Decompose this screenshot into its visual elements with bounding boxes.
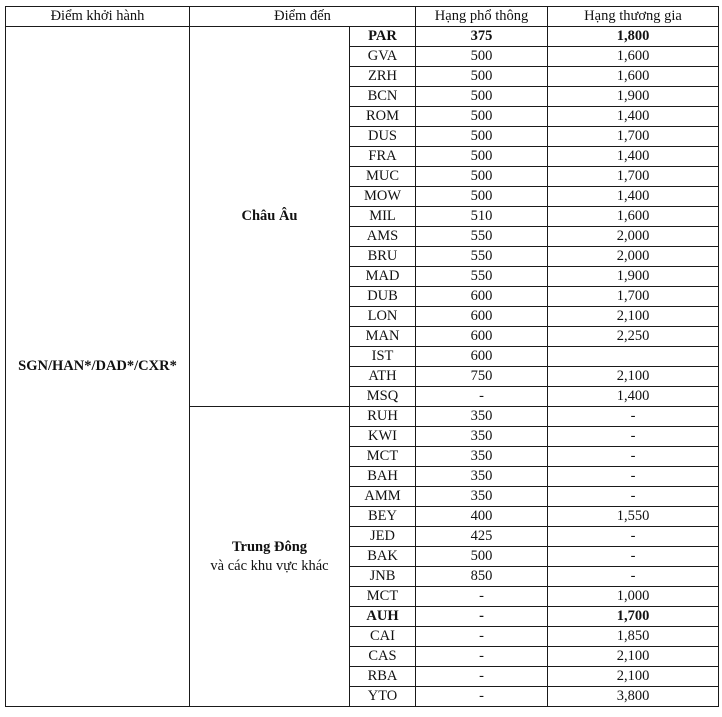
business-fare: -	[548, 547, 719, 567]
economy-fare: 550	[416, 247, 548, 267]
business-fare	[548, 347, 719, 367]
business-fare: -	[548, 527, 719, 547]
destination-code: IST	[350, 347, 416, 367]
header-business: Hạng thương gia	[548, 7, 719, 27]
destination-code: MSQ	[350, 387, 416, 407]
economy-fare: -	[416, 607, 548, 627]
economy-fare: 750	[416, 367, 548, 387]
economy-fare: 500	[416, 187, 548, 207]
business-fare: 2,100	[548, 647, 719, 667]
origin-cell: SGN/HAN*/DAD*/CXR*	[6, 27, 190, 707]
economy-fare: 600	[416, 347, 548, 367]
destination-code: MIL	[350, 207, 416, 227]
destination-code: BAH	[350, 467, 416, 487]
destination-code: AUH	[350, 607, 416, 627]
economy-fare: 350	[416, 447, 548, 467]
business-fare: 2,000	[548, 247, 719, 267]
destination-code: MOW	[350, 187, 416, 207]
business-fare: 1,600	[548, 67, 719, 87]
destination-code: DUS	[350, 127, 416, 147]
economy-fare: 500	[416, 107, 548, 127]
destination-code: CAS	[350, 647, 416, 667]
region-name: Châu Âu	[241, 208, 298, 224]
business-fare: 2,000	[548, 227, 719, 247]
economy-fare: -	[416, 667, 548, 687]
region-cell	[190, 407, 350, 707]
destination-code: BCN	[350, 87, 416, 107]
destination-code: BRU	[350, 247, 416, 267]
economy-fare: 500	[416, 547, 548, 567]
table-row	[6, 27, 719, 47]
business-fare: 2,100	[548, 367, 719, 387]
destination-code: RBA	[350, 667, 416, 687]
economy-fare: 510	[416, 207, 548, 227]
destination-code: KWI	[350, 427, 416, 447]
economy-fare: -	[416, 627, 548, 647]
economy-fare: 850	[416, 567, 548, 587]
economy-fare: 425	[416, 527, 548, 547]
economy-fare: -	[416, 647, 548, 667]
business-fare: 1,400	[548, 147, 719, 167]
economy-fare: 500	[416, 167, 548, 187]
business-fare: 1,850	[548, 627, 719, 647]
economy-fare: 350	[416, 427, 548, 447]
header-economy: Hạng phổ thông	[416, 7, 548, 27]
business-fare: -	[548, 427, 719, 447]
economy-fare: 350	[416, 467, 548, 487]
business-fare: 1,700	[548, 287, 719, 307]
business-fare: -	[548, 567, 719, 587]
business-fare: 1,600	[548, 207, 719, 227]
destination-code: MCT	[350, 587, 416, 607]
business-fare: 1,900	[548, 267, 719, 287]
destination-code: BAK	[350, 547, 416, 567]
destination-code: BEY	[350, 507, 416, 527]
economy-fare: 500	[416, 67, 548, 87]
destination-code: GVA	[350, 47, 416, 67]
economy-fare: 500	[416, 87, 548, 107]
region-name: Trung Đông	[231, 538, 308, 555]
economy-fare: 500	[416, 147, 548, 167]
economy-fare: 350	[416, 407, 548, 427]
destination-code: LON	[350, 307, 416, 327]
economy-fare: 600	[416, 307, 548, 327]
business-fare: 1,700	[548, 167, 719, 187]
destination-code: AMM	[350, 487, 416, 507]
business-fare: 1,400	[548, 107, 719, 127]
business-fare: 2,250	[548, 327, 719, 347]
economy-fare: 500	[416, 127, 548, 147]
economy-fare: -	[416, 587, 548, 607]
economy-fare: -	[416, 387, 548, 407]
fare-table-body	[6, 27, 719, 707]
business-fare: 1,000	[548, 587, 719, 607]
business-fare: -	[548, 407, 719, 427]
business-fare: -	[548, 487, 719, 507]
destination-code: ZRH	[350, 67, 416, 87]
business-fare: 2,100	[548, 667, 719, 687]
business-fare: 1,700	[548, 127, 719, 147]
business-fare: 3,800	[548, 687, 719, 707]
header-destination: Điểm đến	[190, 7, 416, 27]
destination-code: RUH	[350, 407, 416, 427]
destination-code: MCT	[350, 447, 416, 467]
business-fare: 1,600	[548, 47, 719, 67]
business-fare: 1,550	[548, 507, 719, 527]
destination-code: MAN	[350, 327, 416, 347]
header-row	[6, 7, 719, 27]
economy-fare: 550	[416, 227, 548, 247]
economy-fare: 350	[416, 487, 548, 507]
economy-fare: 375	[416, 27, 548, 47]
destination-code: FRA	[350, 147, 416, 167]
business-fare: 1,900	[548, 87, 719, 107]
region-cell	[190, 27, 350, 407]
destination-code: CAI	[350, 627, 416, 647]
economy-fare: 550	[416, 267, 548, 287]
destination-code: YTO	[350, 687, 416, 707]
destination-code: JNB	[350, 567, 416, 587]
economy-fare: 400	[416, 507, 548, 527]
economy-fare: 500	[416, 47, 548, 67]
business-fare: 1,400	[548, 387, 719, 407]
destination-code: PAR	[350, 27, 416, 47]
fare-table	[5, 6, 719, 707]
destination-code: ATH	[350, 367, 416, 387]
destination-code: DUB	[350, 287, 416, 307]
destination-code: ROM	[350, 107, 416, 127]
destination-code: MAD	[350, 267, 416, 287]
header-origin: Điểm khởi hành	[6, 7, 190, 27]
region-subtitle: và các khu vực khác	[210, 557, 329, 574]
economy-fare: 600	[416, 287, 548, 307]
economy-fare: 600	[416, 327, 548, 347]
business-fare: 1,700	[548, 607, 719, 627]
business-fare: 1,800	[548, 27, 719, 47]
destination-code: AMS	[350, 227, 416, 247]
economy-fare: -	[416, 687, 548, 707]
business-fare: 2,100	[548, 307, 719, 327]
destination-code: MUC	[350, 167, 416, 187]
business-fare: -	[548, 447, 719, 467]
business-fare: 1,400	[548, 187, 719, 207]
destination-code: JED	[350, 527, 416, 547]
business-fare: -	[548, 467, 719, 487]
